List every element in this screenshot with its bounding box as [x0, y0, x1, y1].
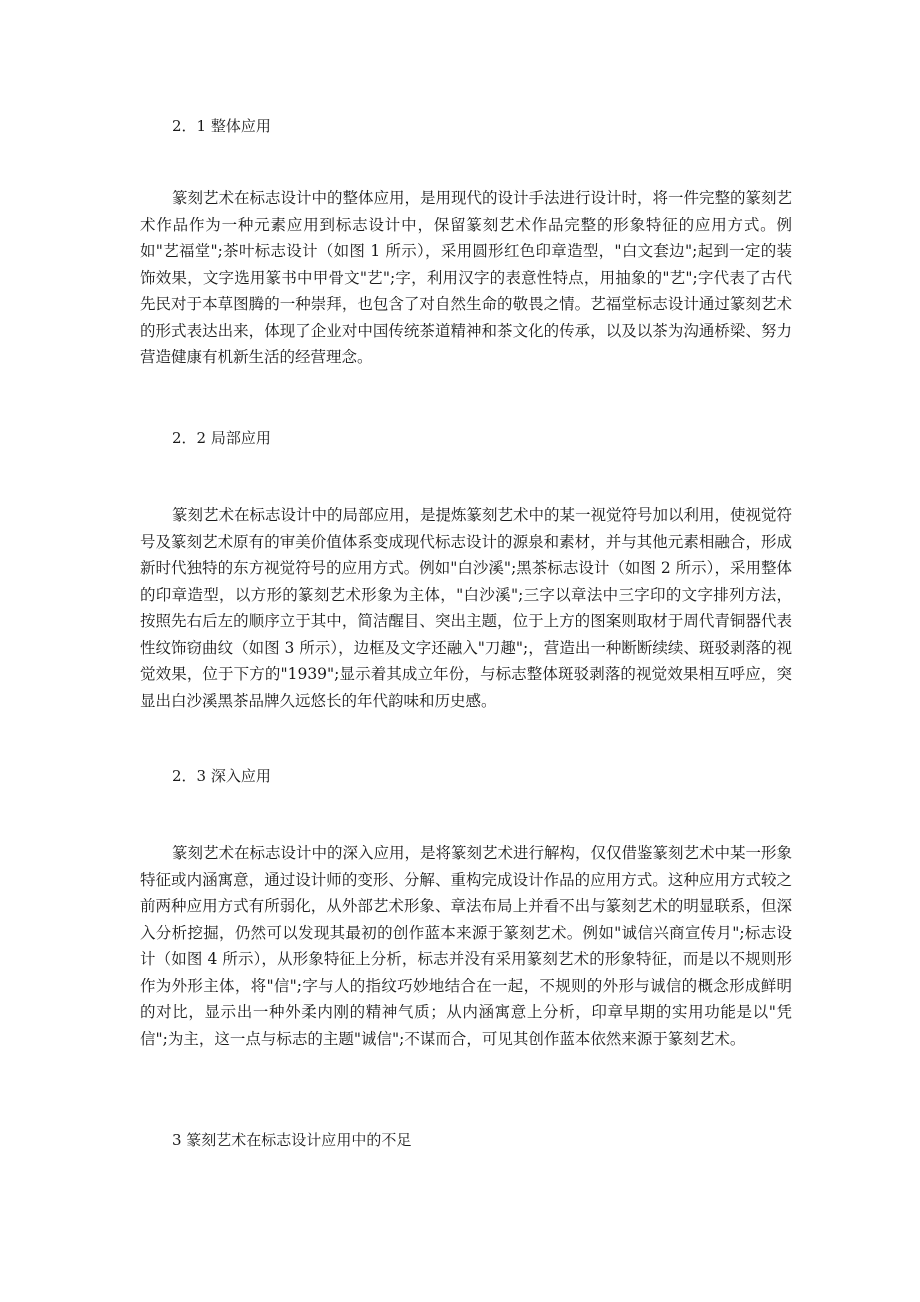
section-heading-2-1: 2．1 整体应用 [172, 117, 271, 135]
section-heading-2-3: 2．3 深入应用 [172, 767, 271, 785]
section-heading-2-2: 2．2 局部应用 [172, 429, 271, 447]
section-heading-3: 3 篆刻艺术在标志设计应用中的不足 [172, 1131, 412, 1149]
section-paragraph-2-2: 篆刻艺术在标志设计中的局部应用，是提炼篆刻艺术中的某一视觉符号加以利用，使视觉符号及篆刻艺术原有的审美价值体系变成现代标志设计的源泉和素材，并与其他元素相融合，形成新时代独特的东方视觉符号的应用方式。例如"白沙溪";黑茶标志设计（如图 2 所示），采用整体的印章造型，以方形的篆刻艺术形象为主体，"白沙溪";三字以章法中三字印的文字排列方法，按照先右后左的顺序立于其中，简洁醒目、突出主题，位于上方的图案则取材于周代青铜器代表性纹饰窃曲纹（如图 3 所示），边框及文字还融入"刀趣";，营造出一种断断续续、斑驳剥落的视觉效果，位于下方的"1939";显示着其成立年份，与标志整体斑驳剥落的视觉效果相互呼应，突显出白沙溪黑茶品牌久远悠长的年代韵味和历史感。 [140, 506, 793, 710]
section-paragraph-2-3: 篆刻艺术在标志设计中的深入应用，是将篆刻艺术进行解构，仅仅借鉴篆刻艺术中某一形象特征或内涵寓意，通过设计师的变形、分解、重构完成设计作品的应用方式。这种应用方式较之前两种应用方式有所弱化，从外部艺术形象、章法布局上并看不出与篆刻艺术的明显联系，但深入分析挖掘，仍然可以发现其最初的创作蓝本来源于篆刻艺术。例如"诚信兴商宣传月";标志设计（如图 4 所示），从形象特征上分析，标志并没有采用篆刻艺术的形象特征，而是以不规则形作为外形主体，将"信";字与人的指纹巧妙地结合在一起，不规则的外形与诚信的概念形成鲜明的对比，显示出一种外柔内刚的精神气质；从内涵寓意上分析，印章早期的实用功能是以"凭信";为主，这一点与标志的主题"诚信";不谋而合，可见其创作蓝本依然来源于篆刻艺术。 [140, 844, 793, 1048]
section-paragraph-2-1: 篆刻艺术在标志设计中的整体应用，是用现代的设计手法进行设计时，将一件完整的篆刻艺术作品作为一种元素应用到标志设计中，保留篆刻艺术作品完整的形象特征的应用方式。例如"艺福堂";茶叶标志设计（如图 1 所示），采用圆形红色印章造型，"白文套边";起到一定的装饰效果，文字选用篆书中甲骨文"艺";字，利用汉字的表意性特点，用抽象的"艺";字代表了古代先民对于本草图腾的一种崇拜，也包含了对自然生命的敬畏之情。艺福堂标志设计通过篆刻艺术的形式表达出来，体现了企业对中国传统茶道精神和茶文化的传承，以及以茶为沟通桥梁、努力营造健康有机新生活的经营理念。 [140, 189, 793, 366]
